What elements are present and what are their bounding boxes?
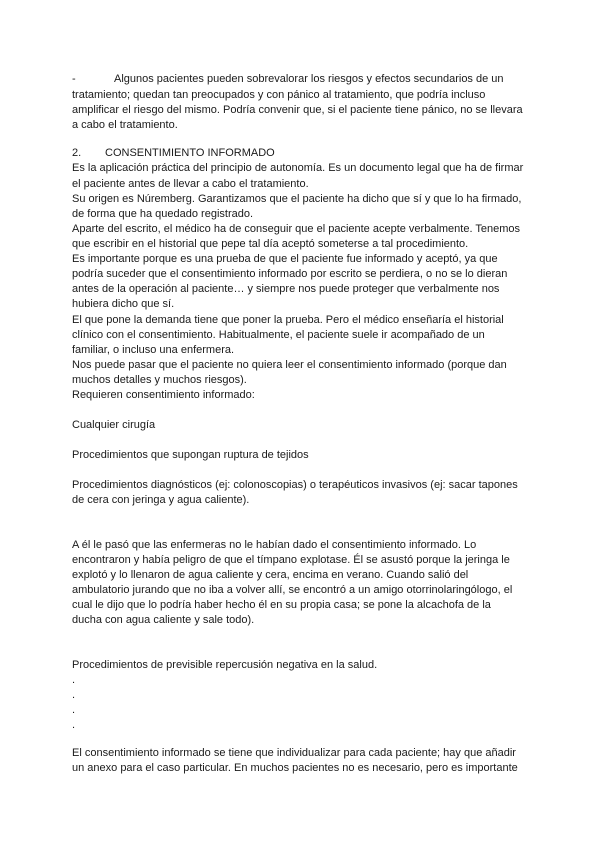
body-line: podría suceder que el consentimiento informado por escrito se perdiera, o no se lo dieran bbox=[72, 268, 508, 280]
section-heading bbox=[72, 146, 275, 161]
section-number: 2. bbox=[72, 147, 82, 159]
section-title: CONSENTIMIENTO INFORMADO bbox=[105, 147, 275, 159]
body-line: Es importante porque es una prueba de que el paciente fue informado y aceptó, ya que bbox=[72, 253, 498, 265]
body-line: Es la aplicación práctica del principio de autonomía. Es un documento legal que ha de firmar bbox=[72, 162, 524, 174]
bullet-dot: . bbox=[72, 704, 76, 716]
list-heading: Procedimientos de previsible repercusión negativa en la salud. bbox=[72, 659, 378, 671]
body-line: el paciente antes de llevar a cabo el tratamiento. bbox=[72, 178, 309, 190]
body-line: antes de la operación al paciente… y siempre nos puede proteger que verbalmente nos bbox=[72, 283, 500, 295]
list-dash: - bbox=[72, 73, 76, 85]
anecdote-line: ducha con agua caliente y sale todo). bbox=[72, 614, 255, 626]
list-item: de cera con jeringa y agua caliente). bbox=[72, 494, 250, 506]
closing-line: un anexo para el caso particular. En muchos pacientes no es necesario, pero es importante bbox=[72, 762, 518, 774]
anecdote-line: encontraron y había peligro de que el tímpano explotase. Él se asustó porque la jeringa le bbox=[72, 554, 510, 566]
anecdote-line: cual le dijo que lo podría haber hecho él en su propia casa; se pone la alcachofa de la bbox=[72, 599, 491, 611]
anecdote-line: ambulatorio jurando que no iba a volver allí, se encontró a un amigo otorrinolaringólogo, el bbox=[72, 584, 513, 596]
intro-line: a cabo el tratamiento. bbox=[72, 119, 178, 131]
body-line: que escribir en el historial que pepe tal día aceptó someterse a tal procedimiento. bbox=[72, 238, 469, 250]
bullet-dot: . bbox=[72, 719, 76, 731]
closing-line: El consentimiento informado se tiene que individualizar para cada paciente; hay que añadir bbox=[72, 747, 516, 759]
body-line: familiar, o incluso una enfermera. bbox=[72, 344, 235, 356]
intro-line: amplificar el riesgo del mismo. Podría convenir que, si el paciente tiene pánico, no se llevara bbox=[72, 104, 523, 116]
body-line: Requieren consentimiento informado: bbox=[72, 389, 255, 401]
anecdote-line: explotó y lo llenaron de agua caliente y cera, encima en verano. Cuando salió del bbox=[72, 569, 469, 581]
bullet-dot: . bbox=[72, 689, 76, 701]
body-line: clínico con el consentimiento. Habitualmente, el paciente suele ir acompañado de un bbox=[72, 329, 485, 341]
list-item: Procedimientos diagnósticos (ej: colonoscopias) o terapéuticos invasivos (ej: sacar tapones bbox=[72, 479, 518, 491]
body-line: de forma que ha quedado registrado. bbox=[72, 208, 254, 220]
body-line: muchos detalles y muchos riesgos). bbox=[72, 374, 247, 386]
bullet-dot: . bbox=[72, 674, 76, 686]
intro-line: tratamiento; quedan tan preocupados y con pánico al tratamiento, que podría incluso bbox=[72, 89, 486, 101]
list-item: Procedimientos que supongan ruptura de tejidos bbox=[72, 449, 309, 461]
body-line: Su origen es Núremberg. Garantizamos que el paciente ha dicho que sí y que lo ha firmado, bbox=[72, 193, 522, 205]
intro-dash-line bbox=[72, 72, 504, 87]
list-item: Cualquier cirugía bbox=[72, 419, 156, 431]
intro-line: Algunos pacientes pueden sobrevalorar los riesgos y efectos secundarios de un bbox=[114, 73, 504, 85]
body-line: El que pone la demanda tiene que poner la prueba. Pero el médico enseñaría el historial bbox=[72, 314, 504, 326]
body-line: Nos puede pasar que el paciente no quiera leer el consentimiento informado (porque dan bbox=[72, 359, 507, 371]
body-line: Aparte del escrito, el médico ha de conseguir que el paciente acepte verbalmente. Tenemos bbox=[72, 223, 521, 235]
body-line: hubiera dicho que sí. bbox=[72, 298, 175, 310]
anecdote-line: A él le pasó que las enfermeras no le habían dado el consentimiento informado. Lo bbox=[72, 539, 477, 551]
